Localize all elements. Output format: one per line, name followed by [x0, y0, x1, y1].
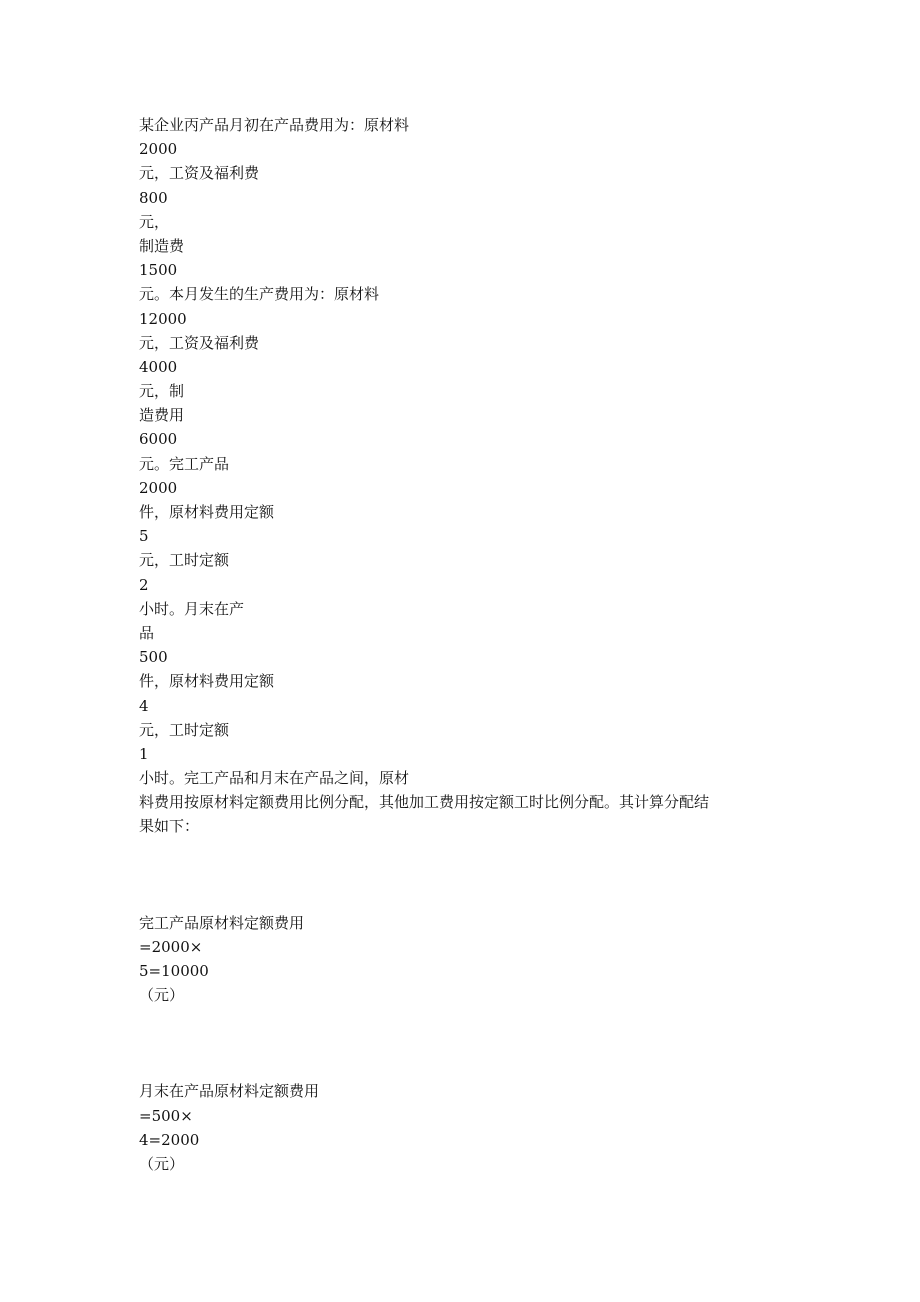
- text-line: 元，: [139, 212, 170, 231]
- text-line: 元，工资及福利费: [139, 333, 260, 352]
- text-line: 小时。月末在产: [139, 599, 245, 618]
- text-line: 元。本月发生的生产费用为：原材料: [139, 285, 380, 304]
- text-line: 小时。完工产品和月末在产品之间，原材: [139, 769, 410, 788]
- wip-product-calc: [139, 1079, 779, 1176]
- text-line: 2000: [139, 140, 178, 159]
- calc-label: 完工产品原材料定额费用: [139, 913, 305, 932]
- calc-formula: =500×: [139, 1106, 193, 1125]
- text-line: 某企业丙产品月初在产品费用为：原材料: [139, 116, 410, 134]
- text-line: 料费用按原材料定额费用比例分配，其他加工费用按定额工时比例分配。其计算分配结: [139, 793, 710, 812]
- text-line: 4: [139, 696, 149, 715]
- text-line: 500: [139, 648, 168, 667]
- paragraph-spacer: [139, 839, 779, 911]
- text-line: 元，工时定额: [139, 551, 230, 570]
- text-line: 果如下：: [139, 817, 200, 836]
- text-line: 800: [139, 188, 168, 207]
- text-line: 件，原材料费用定额: [139, 503, 275, 521]
- finished-product-calc: [139, 911, 779, 1008]
- text-line: 件，原材料费用定额: [139, 672, 275, 691]
- calc-unit: （元）: [139, 986, 185, 1005]
- text-line: 制造费: [139, 236, 185, 255]
- text-line: 2000: [139, 478, 178, 497]
- text-line: 元。完工产品: [139, 454, 230, 473]
- text-line: 1: [139, 744, 149, 763]
- calc-result: 4=2000: [139, 1130, 200, 1149]
- calc-unit: （元）: [139, 1154, 185, 1173]
- problem-paragraph: [139, 113, 779, 839]
- text-line: 元，工资及福利费: [139, 164, 260, 183]
- text-line: 12000: [139, 309, 187, 328]
- text-line: 造费用: [139, 406, 185, 425]
- paragraph-spacer: [139, 1007, 779, 1079]
- text-line: 品: [139, 623, 155, 642]
- text-line: 元，工时定额: [139, 720, 230, 739]
- calc-formula: =2000×: [139, 937, 203, 956]
- text-line: 2: [139, 575, 149, 594]
- calc-label: 月末在产品原材料定额费用: [139, 1082, 320, 1101]
- document-body: [139, 113, 779, 1176]
- text-line: 6000: [139, 430, 178, 449]
- text-line: 1500: [139, 261, 178, 280]
- text-line: 4000: [139, 357, 178, 376]
- calc-result: 5=10000: [139, 962, 209, 980]
- text-line: 5: [139, 527, 149, 546]
- text-line: 元，制: [139, 382, 185, 401]
